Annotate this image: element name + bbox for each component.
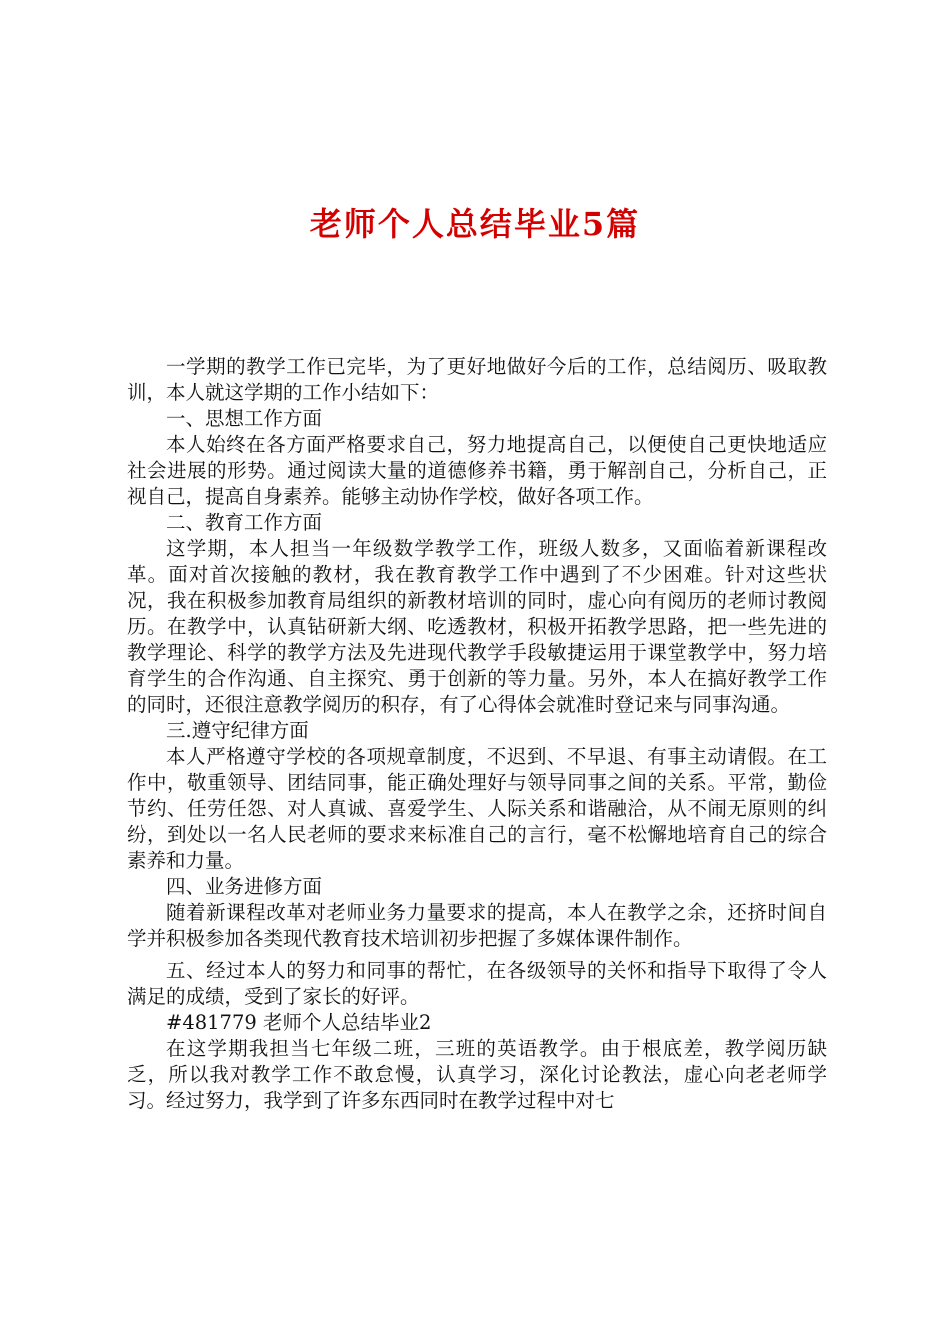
section-heading-study: 四、业务进修方面 <box>166 875 323 898</box>
document-body <box>127 354 827 1114</box>
document-title: 老师个人总结毕业5篇 <box>309 205 641 243</box>
paragraph-education: 这学期，本人担当一年级数学教学工作，班级人数多，又面临着新课程改革。面对首次接触的教材，我在教育教学工作中遇到了不少困难。针对这些状况，我在积极参加教育局组织的新教材培训的同时，虚心向有阅历的老师讨教阅历。在教学中，认真钻研新大纲、吃透教材，积极开拓教学思路，把一些先进的教学理论、科学的教学方法及先进现代教学手段敏捷运用于课堂教学中，努力培育学生的合作沟通、自主探究、勇于创新的等力量。另外，本人在搞好教学工作的同时，还很注意教学阅历的积存，有了心得体会就准时登记来与同事沟通。 <box>127 537 827 716</box>
section-heading-thought: 一、思想工作方面 <box>166 407 323 430</box>
section-heading-part2: #481779 老师个人总结毕业2 <box>166 1011 432 1034</box>
paragraph-thought: 本人始终在各方面严格要求自己，努力地提高自己，以便使自己更快地适应社会进展的形势。通过阅读大量的道德修养书籍，勇于解剖自己，分析自己，正视自己，提高自身素养。能够主动协作学校，做好各项工作。 <box>127 433 827 508</box>
section-heading-discipline: 三.遵守纪律方面 <box>166 719 309 742</box>
paragraph-discipline: 本人严格遵守学校的各项规章制度，不迟到、不早退、有事主动请假。在工作中，敬重领导、团结同事，能正确处理好与领导同事之间的关系。平常，勤俭节约、任劳任怨、对人真诚、喜爱学生、人际关系和谐融洽，从不闹无原则的纠纷，到处以一名人民老师的要求来标准自己的言行，毫不松懈地培育自己的综合素养和力量。 <box>127 745 827 872</box>
section-heading-education: 二、教育工作方面 <box>166 511 323 534</box>
paragraph-results: 五、经过本人的努力和同事的帮忙，在各级领导的关怀和指导下取得了令人满足的成绩，受到了家长的好评。 <box>127 959 827 1008</box>
paragraph-intro: 一学期的教学工作已完毕，为了更好地做好今后的工作，总结阅历、吸取教训，本人就这学期的工作小结如下： <box>127 355 827 404</box>
paragraph-part2: 在这学期我担当七年级二班，三班的英语教学。由于根底差，教学阅历缺乏，所以我对教学工作不敢怠慢，认真学习，深化讨论教法，虚心向老老师学习。经过努力，我学到了许多东西同时在教学过程中对七 <box>127 1037 827 1112</box>
paragraph-study: 随着新课程改革对老师业务力量要求的提高，本人在教学之余，还挤时间自学并积极参加各类现代教育技术培训初步把握了多媒体课件制作。 <box>127 901 827 950</box>
